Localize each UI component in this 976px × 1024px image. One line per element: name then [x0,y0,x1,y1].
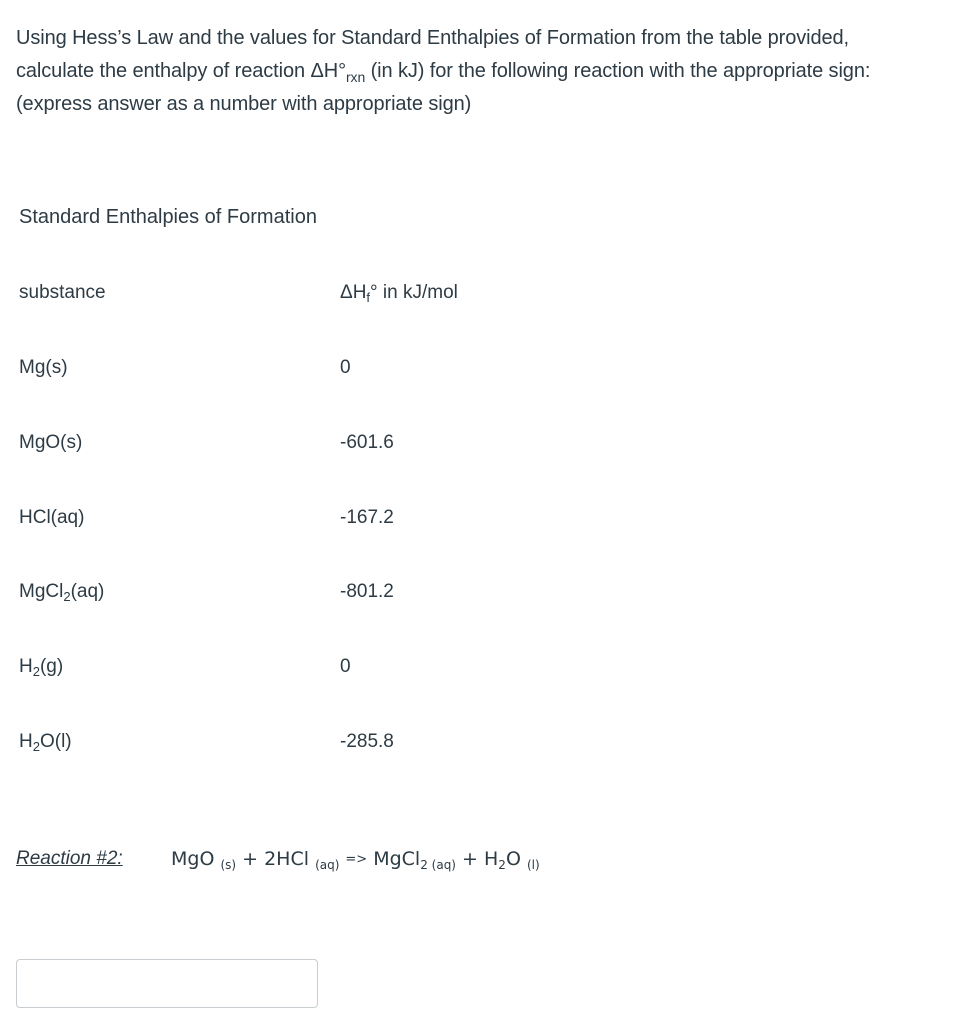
enthalpy-value: 0 [340,357,351,378]
rxn-subscript: rxn [345,69,366,85]
enthalpy-value: -285.8 [340,731,394,752]
header-enthalpy [340,282,458,304]
substance-cell: MgCl$_2$(aq) [19,581,105,604]
substance-cell: HCl(aq) [19,507,85,528]
reaction [16,848,540,872]
question-line-3: (express answer as a number with appropriate sign) [16,93,472,115]
enthalpy-value: -801.2 [340,581,394,602]
substance-cell: $H_2(g)$ [19,656,64,679]
substance-cell: $H_2O(l)$ [19,731,72,754]
question-text [16,22,966,121]
reaction-label: Reaction #2: [16,848,123,869]
reaction-arrow: => [345,852,368,867]
question-line-1: Using Hess’s Law and the values for Standard Enthalpies of Formation from the table provided, [16,27,850,49]
question-line-2 [16,55,966,88]
answer-input[interactable] [16,959,318,1008]
reaction-equation: MgO $_{(s)}$ + 2HCl $_{(aq)}$ => MgCl$_2$ $_{(aq)} + H_2O$ $_{(l)}$ [171,848,540,872]
header-enthalpy-delta: ΔH [340,282,367,303]
header-substance: substance [19,282,106,303]
enthalpy-value: -601.6 [340,432,394,453]
header-enthalpy-unit: ° in kJ/mol [370,282,458,303]
substance-cell: Mg(s) [19,357,68,378]
enthalpy-value: -167.2 [340,507,394,528]
substance-cell: MgO(s) [19,432,83,453]
question-line-2-start: calculate the enthalpy of reaction ΔH° [16,60,346,82]
question-line-2-end: (in kJ) for the following reaction with the appropriate sign: [365,60,871,82]
enthalpy-value: 0 [340,656,351,677]
table-title: Standard Enthalpies of Formation [19,206,317,228]
header-enthalpy-subscript: f [366,290,371,305]
